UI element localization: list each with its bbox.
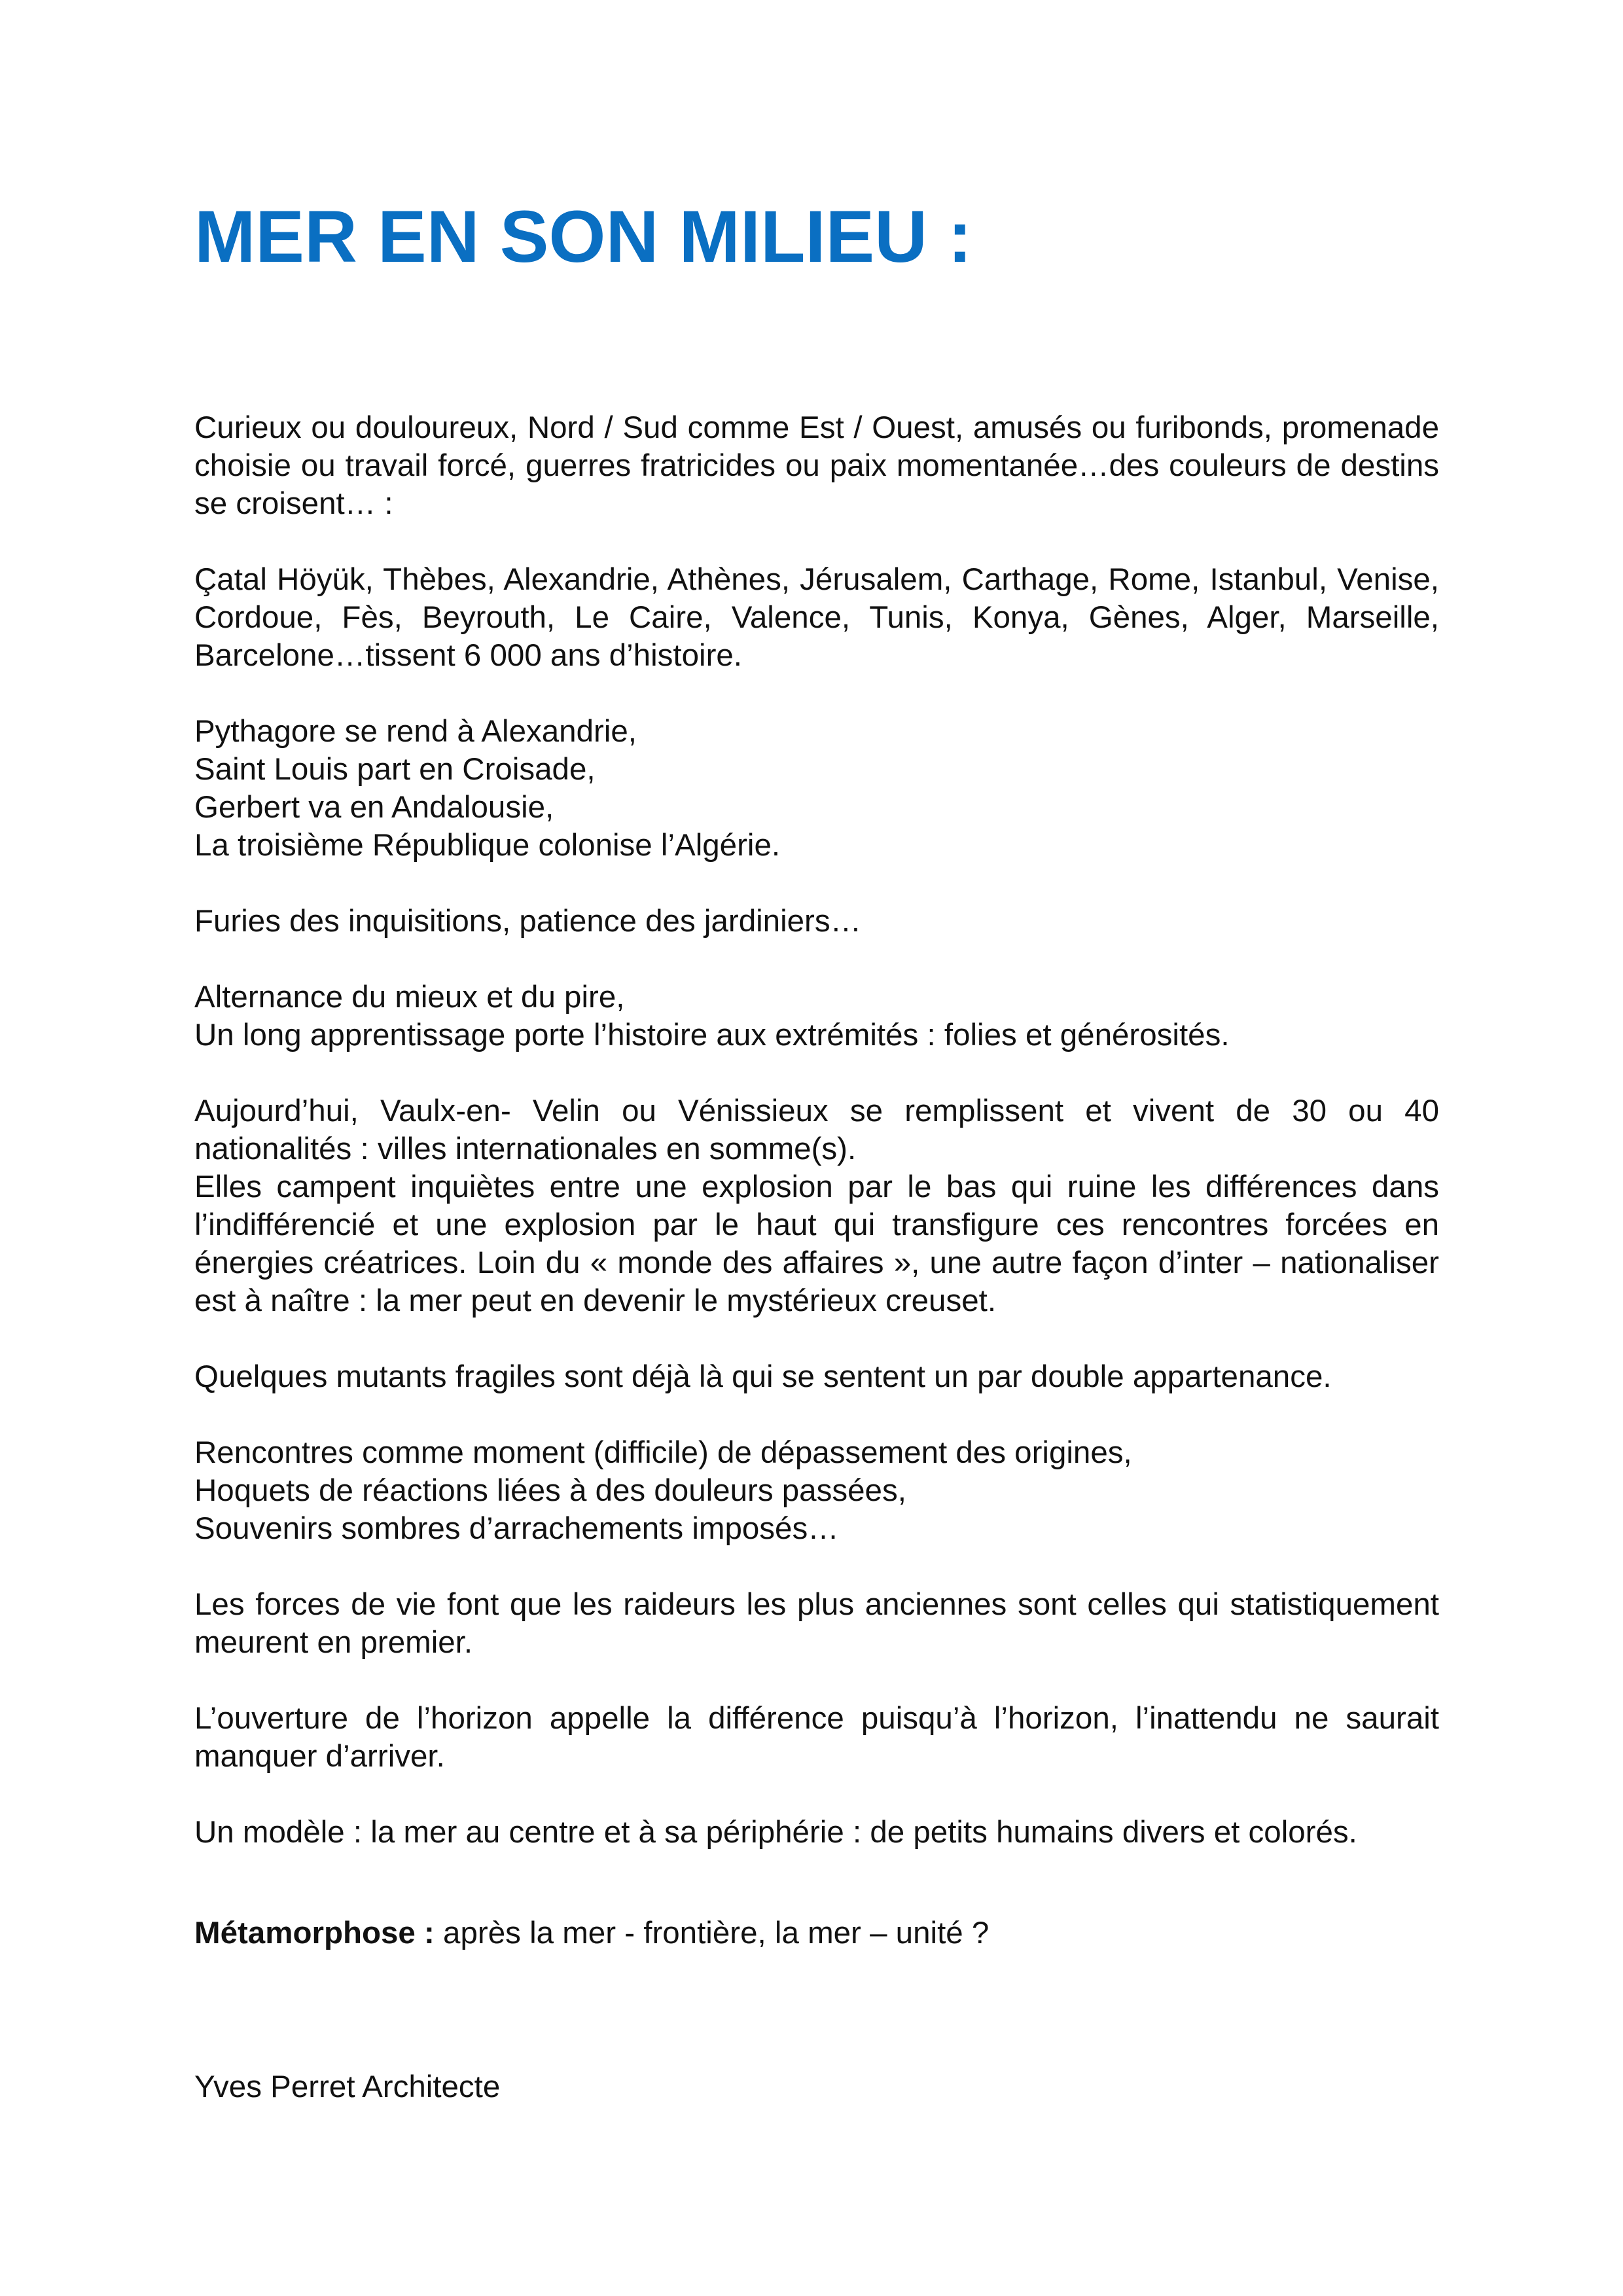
signature: Yves Perret Architecte xyxy=(194,2070,501,2104)
text-line: Saint Louis part en Croisade, xyxy=(194,752,596,787)
text-line: Un long apprentissage porte l’histoire aux extrémités : folies et générosités. xyxy=(194,1018,1230,1052)
text-line: Gerbert va en Andalousie, xyxy=(194,790,554,825)
text-block: Aujourd’hui, Vaulx-en- Velin ou Vénissieux se remplissent et vivent de 30 ou 40 nationalités : villes internationales en somme(s). xyxy=(194,1094,1439,1166)
paragraph-model: Un modèle : la mer au centre et à sa périphérie : de petits humains divers et colorés. xyxy=(194,1815,1357,1850)
paragraph-furies: Furies des inquisitions, patience des jardiniers… xyxy=(194,904,862,939)
document-body xyxy=(194,409,1439,1890)
paragraph-mutants: Quelques mutants fragiles sont déjà là qui se sentent un par double appartenance. xyxy=(194,1359,1332,1394)
metamorphose-line xyxy=(194,1914,1439,1952)
text-line: Alternance du mieux et du pire, xyxy=(194,980,625,1014)
text-line: Hoquets de réactions liées à des douleurs passées, xyxy=(194,1473,906,1508)
metamorphose-label: Métamorphose : xyxy=(194,1916,435,1950)
paragraph-alternance xyxy=(194,978,1439,1054)
text-block: Elles campent inquiètes entre une explosion par le bas qui ruine les différences dans l’indifférencié et une explosion par le haut qui transfigure ces rencontres forcées en énergies créatrices. Loin du « monde des affaires », une autre façon d’inter – nationaliser est à naître : la mer peut en devenir le mystérieux creuset. xyxy=(194,1170,1439,1318)
paragraph-cities: Çatal Höyük, Thèbes, Alexandrie, Athènes, Jérusalem, Carthage, Rome, Istanbul, Venise, Cordoue, Fès, Beyrouth, Le Caire, Valence, Tunis, Konya, Gènes, Alger, Marseille, Barcelone…tissent 6 000 ans d’histoire. xyxy=(194,562,1439,673)
paragraph-intro: Curieux ou douloureux, Nord / Sud comme Est / Ouest, amusés ou furibonds, promenade choisie ou travail forcé, guerres fratricides ou paix momentanée…des couleurs de destins se croisent… : xyxy=(194,410,1439,521)
text-line: Pythagore se rend à Alexandrie, xyxy=(194,714,637,749)
metamorphose-text: après la mer - frontière, la mer – unité ? xyxy=(434,1916,990,1950)
paragraph-today xyxy=(194,1092,1439,1320)
text-line: Souvenirs sombres d’arrachements imposés… xyxy=(194,1511,839,1546)
paragraph-encounters xyxy=(194,1434,1439,1548)
text-line: Rencontres comme moment (difficile) de dépassement des origines, xyxy=(194,1435,1132,1470)
page-title: MER EN SON MILIEU : xyxy=(194,196,972,278)
text-line: La troisième République colonise l’Algérie. xyxy=(194,828,781,863)
paragraph-historical-figures xyxy=(194,713,1439,865)
paragraph-forces: Les forces de vie font que les raideurs les plus anciennes sont celles qui statistiquement meurent en premier. xyxy=(194,1587,1439,1660)
paragraph-horizon: L’ouverture de l’horizon appelle la différence puisqu’à l’horizon, l’inattendu ne saurait manquer d’arriver. xyxy=(194,1701,1439,1774)
